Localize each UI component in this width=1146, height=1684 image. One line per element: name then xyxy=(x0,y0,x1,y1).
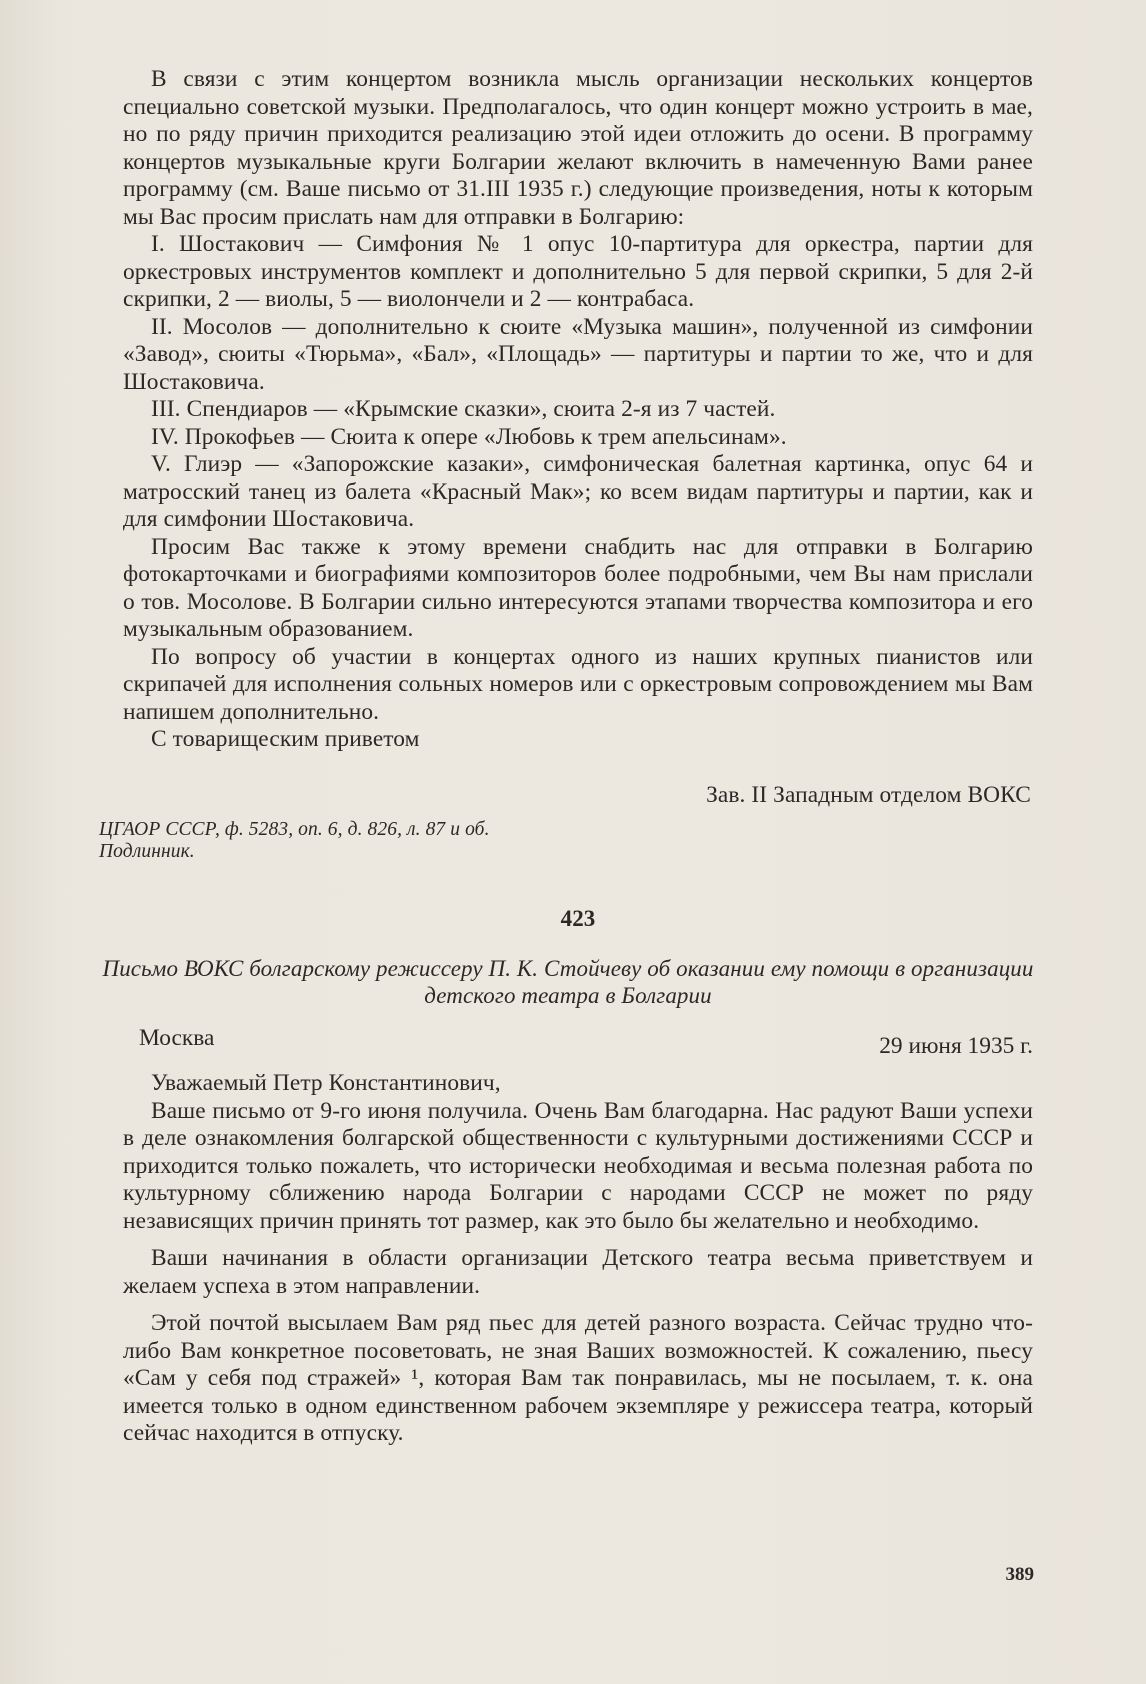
paragraph: Просим Вас также к этому времени снабдить нас для отправки в Болгарию фотокарточками и биографиями композиторов более подробными, чем Вы нам прислали о тов. Мосолове. В Болгарии сильно интересуются этапами творчества композитора и его музыкальным образованием. xyxy=(123,533,1033,642)
paragraph: Ваши начинания в области организации Детского театра весьма приветствуем и желаем успеха в этом направлении. xyxy=(123,1245,1033,1299)
paragraph: I. Шостакович — Симфония № 1 опус 10-партитура для оркестра, партии для оркестровых инструментов комплект и дополнительно 5 для первой скрипки, 5 для 2-й скрипки, 2 — виолы, 5 — виолончели и 2 — контрабаса. xyxy=(123,231,1033,312)
date: 29 июня 1935 г. xyxy=(879,1032,1033,1059)
signature: Зав. II Западным отделом ВОКС xyxy=(706,781,1031,808)
salutation: Уважаемый Петр Константинович, xyxy=(151,1070,501,1096)
page-number: 389 xyxy=(1005,1564,1034,1585)
paragraph: V. Глиэр — «Запорожские казаки», симфоническая балетная картинка, опус 64 и матросский танец из балета «Красный Мак»; ко всем видам партитуры и партии, как и для симфонии Шостаковича. xyxy=(123,451,1033,532)
paragraph: Ваше письмо от 9-го июня получила. Очень Вам благодарна. Нас радуют Ваши успехи в деле ознакомления болгарской общественности с культурными достижениями СССР и приходится только пожалеть, что исторически необходимая и весьма полезная работа по культурному сближению народа Болгарии с народами СССР не может по ряду независящих причин принять тот размер, как это было бы желательно и необходимо. xyxy=(123,1097,1033,1234)
paragraph: Этой почтой высылаем Вам ряд пьес для детей разного возраста. Сейчас трудно что-либо Вам конкретное посоветовать, не зная Ваших возможностей. К сожалению, пьесу «Сам у себя под стражей» ¹, которая Вам так понравилась, мы не посылаем, т. к. она имеется только в одном единственном рабочем экземпляре у режиссера театра, который сейчас находится в отпуску. xyxy=(123,1310,1033,1446)
document-title: Письмо ВОКС болгарскому режиссеру П. К. Стойчеву об оказании ему помощи в организации детского театра в Болгарии xyxy=(102,955,1034,1008)
paragraph: II. Мосолов — дополнительно к сюите «Музыка машин», полученной из симфонии «Завод», сюиты «Тюрьма», «Бал», «Площадь» — партитуры и партии то же, что и для Шостаковича. xyxy=(123,313,1033,395)
document-number: 423 xyxy=(560,906,596,931)
paragraph: IV. Прокофьев — Сюита к опере «Любовь к трем апельсинам». xyxy=(151,423,787,450)
archive-note: Подлинник. xyxy=(99,841,195,862)
archive-source: ЦГАОР СССР, ф. 5283, оп. 6, д. 826, л. 87 и об. xyxy=(99,819,490,840)
paragraph: По вопросу об участии в концертах одного из наших крупных пианистов или скрипачей для исполнения сольных номеров или с оркестровым сопровождением мы Вам напишем дополнительно. xyxy=(123,643,1033,725)
paragraph: III. Спендиаров — «Крымские сказки», сюита 2-я из 7 частей. xyxy=(151,396,776,422)
place: Москва xyxy=(139,1024,215,1051)
letter-continuation xyxy=(99,66,1034,1448)
closing-line: С товарищеским приветом xyxy=(151,726,420,752)
place-date-line xyxy=(123,1025,1033,1061)
letter-body xyxy=(123,66,1033,754)
paragraph: В связи с этим концертом возникла мысль организации нескольких концертов специально советской музыки. Предполагалось, что один концерт можно устроить в мае, но по ряду причин приходится реализацию этой идеи отложить до осени. В программу концертов музыкальные круги Болгарии желают включить в намеченную Вами ранее программу (см. Ваше письмо от 31.III 1935 г.) следующие произведения, ноты к которым мы Вас просим прислать нам для отправки в Болгарию: xyxy=(123,66,1033,230)
